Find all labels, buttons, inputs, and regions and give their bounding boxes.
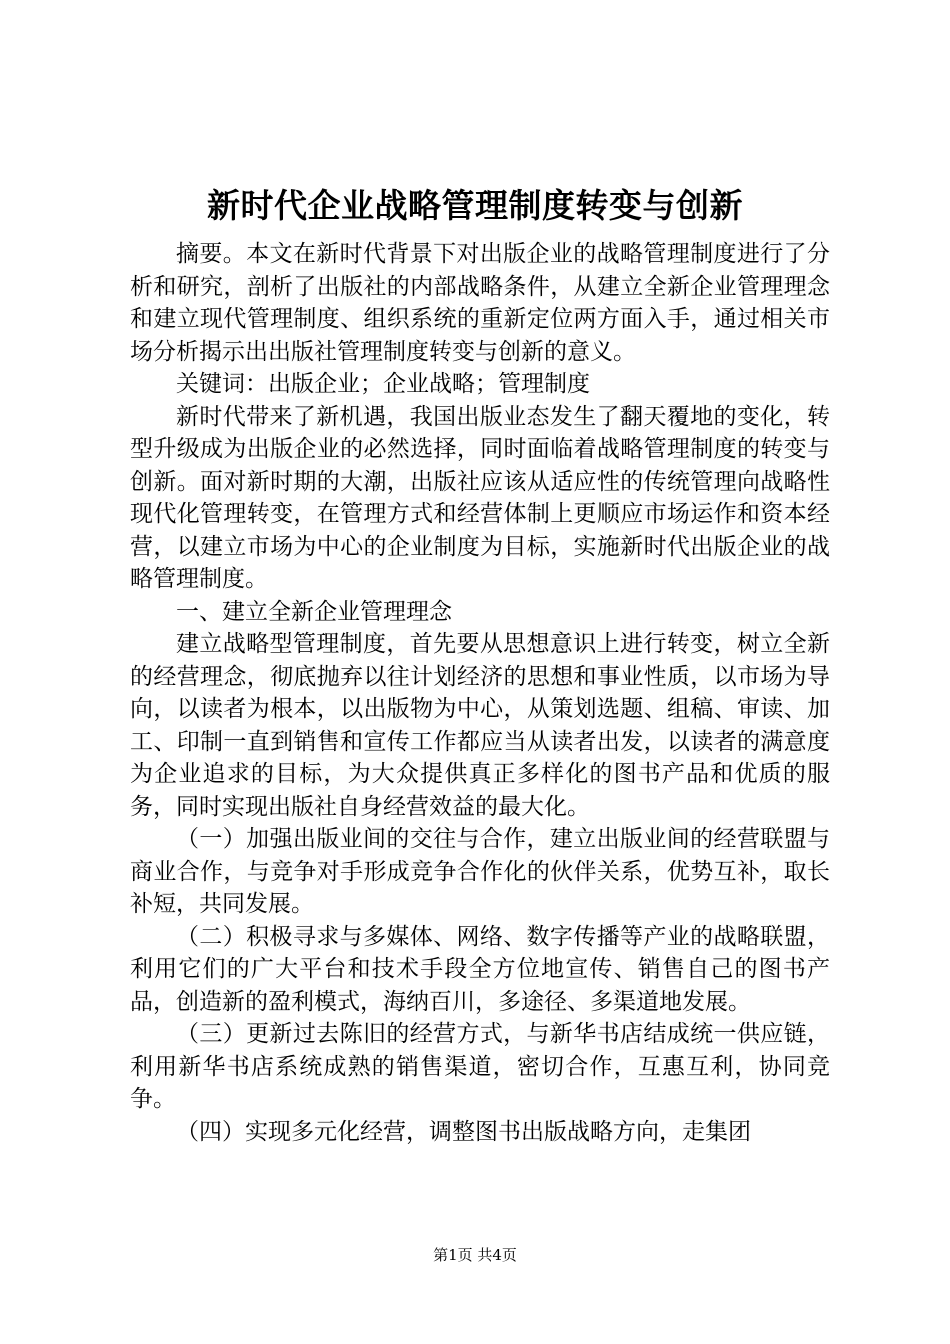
list-item-2: （二）积极寻求与多媒体、网络、数字传播等产业的战略联盟，利用它们的广大平台和技术手段全方位地宣传、销售自己的图书产品，创造新的盈利模式，海纳百川，多途径、多渠道地发展。	[130, 923, 830, 1015]
page-footer: 第1页 共4页	[433, 1246, 517, 1264]
abstract-paragraph: 摘要。本文在新时代背景下对出版企业的战略管理制度进行了分析和研究，剖析了出版社的内部战略条件，从建立全新企业管理理念和建立现代管理制度、组织系统的重新定位两方面入手，通过相关市场分析揭示出出版社管理制度转变与创新的意义。	[130, 241, 830, 365]
section-heading: 一、建立全新企业管理理念	[176, 598, 452, 625]
document-body	[130, 238, 830, 1148]
keywords-paragraph: 关键词：出版企业；企业战略；管理制度	[176, 371, 590, 397]
list-item-1: （一）加强出版业间的交往与合作，建立出版业间的经营联盟与商业合作，与竞争对手形成竞争合作化的伙伴关系，优势互补，取长补短，共同发展。	[130, 826, 830, 917]
list-item-4: （四）实现多元化经营，调整图书出版战略方向，走集团	[176, 1118, 751, 1145]
list-item-3: （三）更新过去陈旧的经营方式，与新华书店结成统一供应链，利用新华书店系统成熟的销售渠道，密切合作，互惠互利，协同竞争。	[130, 1021, 830, 1112]
body-paragraph: 建立战略型管理制度，首先要从思想意识上进行转变，树立全新的经营理念，彻底抛弃以往计划经济的思想和事业性质，以市场为导向，以读者为根本，以出版物为中心，从策划选题、组稿、审读、加工、印制一直到销售和宣传工作都应当从读者出发，以读者的满意度为企业追求的目标，为大众提供真正多样化的图书产品和优质的服务，同时实现出版社自身经营效益的最大化。	[130, 631, 830, 820]
page-title: 新时代企业战略管理制度转变与创新	[207, 186, 743, 225]
intro-paragraph: 新时代带来了新机遇，我国出版业态发生了翻天覆地的变化，转型升级成为出版企业的必然选择，同时面临着战略管理制度的转变与创新。面对新时期的大潮，出版社应该从适应性的传统管理向战略性现代化管理转变，在管理方式和经营体制上更顺应市场运作和资本经营，以建立市场为中心的企业制度为目标，实施新时代出版企业的战略管理制度。	[130, 403, 830, 592]
